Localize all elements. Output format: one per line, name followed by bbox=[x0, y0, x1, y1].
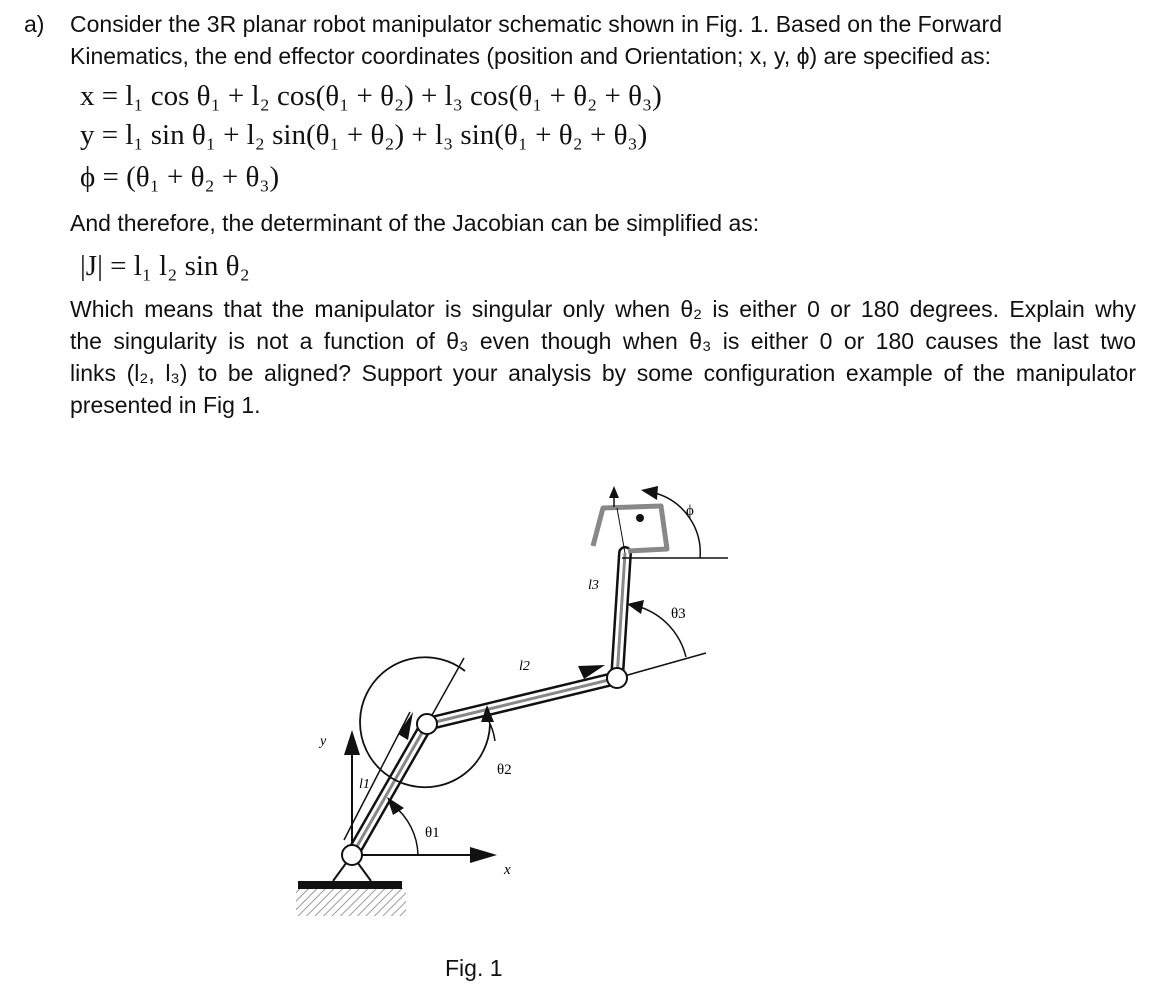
figure-caption: Fig. 1 bbox=[445, 955, 503, 981]
equation-x: x = l₁ cos θ₁ + l₂ cos(θ₁ + θ₂) + l₃ cos(θ₁ + θ₂ + θ₃) bbox=[80, 80, 662, 112]
intro-line-1: Consider the 3R planar robot manipulator schematic shown in Fig. 1. Based on the Forward bbox=[70, 11, 1002, 37]
question-line-3: links (l₂, l₃) to be aligned? Support your analysis by some configuration example of the manipulator bbox=[70, 360, 1136, 386]
x-axis-label: x bbox=[504, 862, 511, 878]
link-1-label: l1 bbox=[359, 777, 370, 792]
question-line-2: the singularity is not a function of θ₃ even though when θ₃ is either 0 or 180 causes the last two bbox=[70, 328, 1136, 354]
phi-arc bbox=[622, 486, 728, 558]
theta2-label: θ2 bbox=[497, 762, 512, 778]
theta1-arc bbox=[387, 797, 418, 855]
link-2 bbox=[427, 653, 706, 724]
question-line-1: Which means that the manipulator is singular only when θ₂ is either 0 or 180 degrees. Explain why bbox=[70, 296, 1136, 322]
equation-phi: ϕ = (θ₁ + θ₂ + θ₃) bbox=[80, 161, 280, 193]
question-label: a) bbox=[24, 11, 45, 37]
equation-y: y = l₁ sin θ₁ + l₂ sin(θ₁ + θ₂) + l₃ sin(θ₁ + θ₂ + θ₃) bbox=[80, 119, 648, 151]
link-2-label: l2 bbox=[519, 659, 530, 674]
theta1-label: θ1 bbox=[425, 825, 440, 841]
joint-2-arrow bbox=[398, 712, 413, 740]
intro-line-2: Kinematics, the end effector coordinates (position and Orientation; x, y, ϕ) are specified as: bbox=[70, 43, 992, 69]
link-3-label: l3 bbox=[588, 578, 599, 593]
jacobian-intro: And therefore, the determinant of the Jacobian can be simplified as: bbox=[70, 210, 760, 236]
theta3-label: θ3 bbox=[671, 606, 686, 622]
equation-determinant: |J| = l₁ l₂ sin θ₂ bbox=[80, 250, 250, 282]
joint-2 bbox=[417, 714, 437, 734]
link-1 bbox=[344, 658, 464, 855]
link-3 bbox=[617, 553, 625, 678]
y-axis-label: y bbox=[320, 734, 327, 749]
phi-label: ϕ bbox=[686, 503, 694, 519]
question-line-4: presented in Fig 1. bbox=[70, 392, 261, 418]
joint-3 bbox=[607, 668, 627, 688]
joint-1 bbox=[342, 845, 362, 865]
